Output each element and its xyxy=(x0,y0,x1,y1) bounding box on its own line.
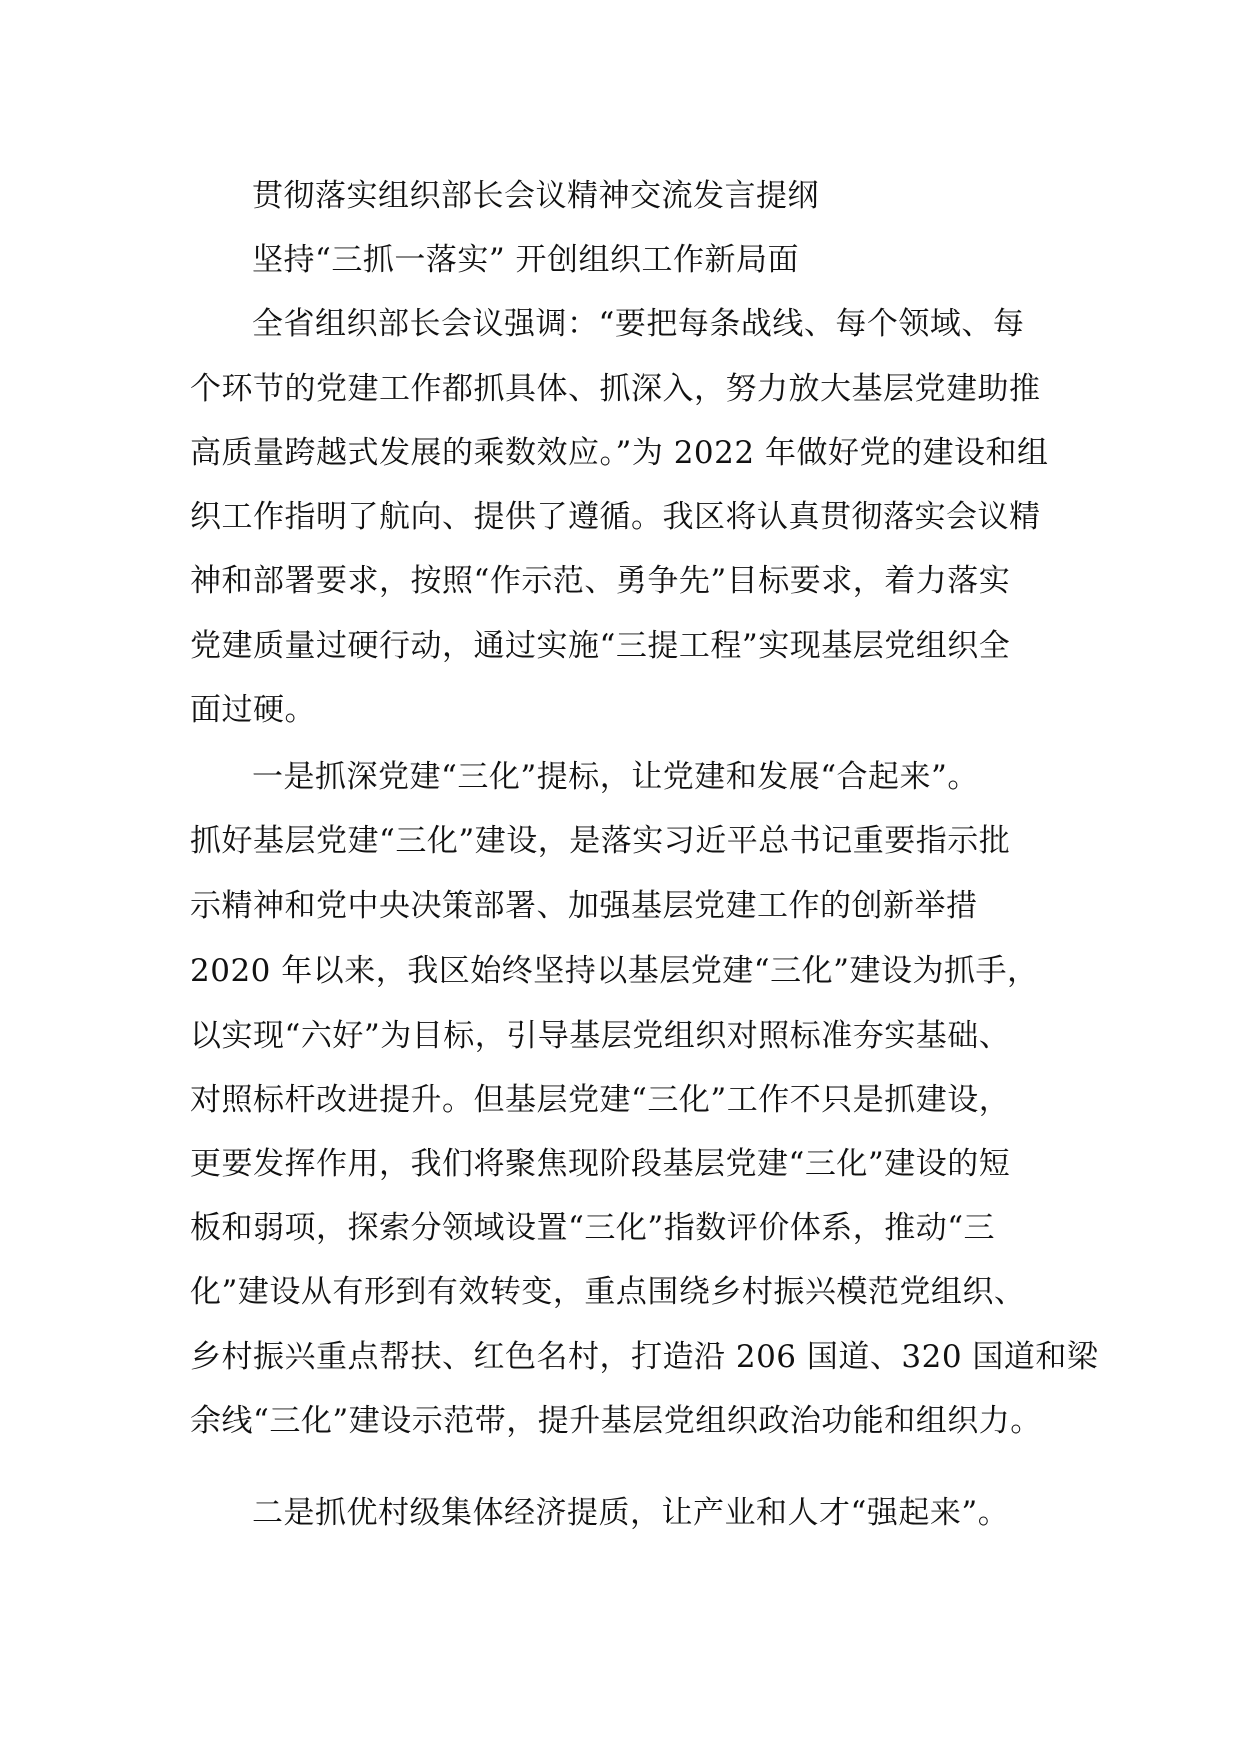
paragraph-line: 余线“三化”建设示范带，提升基层党组织政治功能和组织力。 xyxy=(190,1403,1042,1439)
paragraph-line: 更要发挥作用，我们将聚焦现阶段基层党建“三化”建设的短 xyxy=(190,1146,1011,1182)
paragraph-line: 神和部署要求，按照“作示范、勇争先”目标要求，着力落实 xyxy=(190,563,1011,599)
document-title: 贯彻落实组织部长会议精神交流发言提纲 xyxy=(252,178,819,214)
paragraph-line: 面过硬。 xyxy=(190,692,316,728)
paragraph-line: 以实现“六好”为目标，引导基层党组织对照标准夯实基础、 xyxy=(190,1018,1011,1054)
paragraph-line: 一是抓深党建“三化”提标，让党建和发展“合起来”。 xyxy=(252,759,979,795)
paragraph-line: 乡村振兴重点帮扶、红色名村，打造沿 206 国道、320 国道和梁 xyxy=(190,1339,1099,1375)
paragraph-line: 2020 年以来，我区始终坚持以基层党建“三化”建设为抓手， xyxy=(190,953,1039,989)
paragraph-line: 二是抓优村级集体经济提质，让产业和人才“强起来”。 xyxy=(252,1495,1010,1531)
paragraph-line: 化”建设从有形到有效转变，重点围绕乡村振兴模范党组织、 xyxy=(190,1274,1026,1310)
paragraph-line: 高质量跨越式发展的乘数效应。”为 2022 年做好党的建设和组 xyxy=(190,435,1049,471)
document-subtitle: 坚持“三抓一落实” 开创组织工作新局面 xyxy=(252,242,800,278)
paragraph-line: 党建质量过硬行动，通过实施“三提工程”实现基层党组织全 xyxy=(190,628,1011,664)
paragraph-line: 全省组织部长会议强调：“要把每条战线、每个领域、每 xyxy=(252,306,1025,342)
paragraph-line: 织工作指明了航向、提供了遵循。我区将认真贯彻落实会议精 xyxy=(190,499,1041,535)
paragraph-line: 示精神和党中央决策部署、加强基层党建工作的创新举措 xyxy=(190,888,978,924)
paragraph-line: 板和弱项，探索分领域设置“三化”指数评价体系，推动“三 xyxy=(190,1210,996,1246)
paragraph-line: 抓好基层党建“三化”建设，是落实习近平总书记重要指示批 xyxy=(190,823,1011,859)
paragraph-line: 个环节的党建工作都抓具体、抓深入，努力放大基层党建助推 xyxy=(190,371,1041,407)
paragraph-line: 对照标杆改进提升。但基层党建“三化”工作不只是抓建设， xyxy=(190,1082,1011,1118)
